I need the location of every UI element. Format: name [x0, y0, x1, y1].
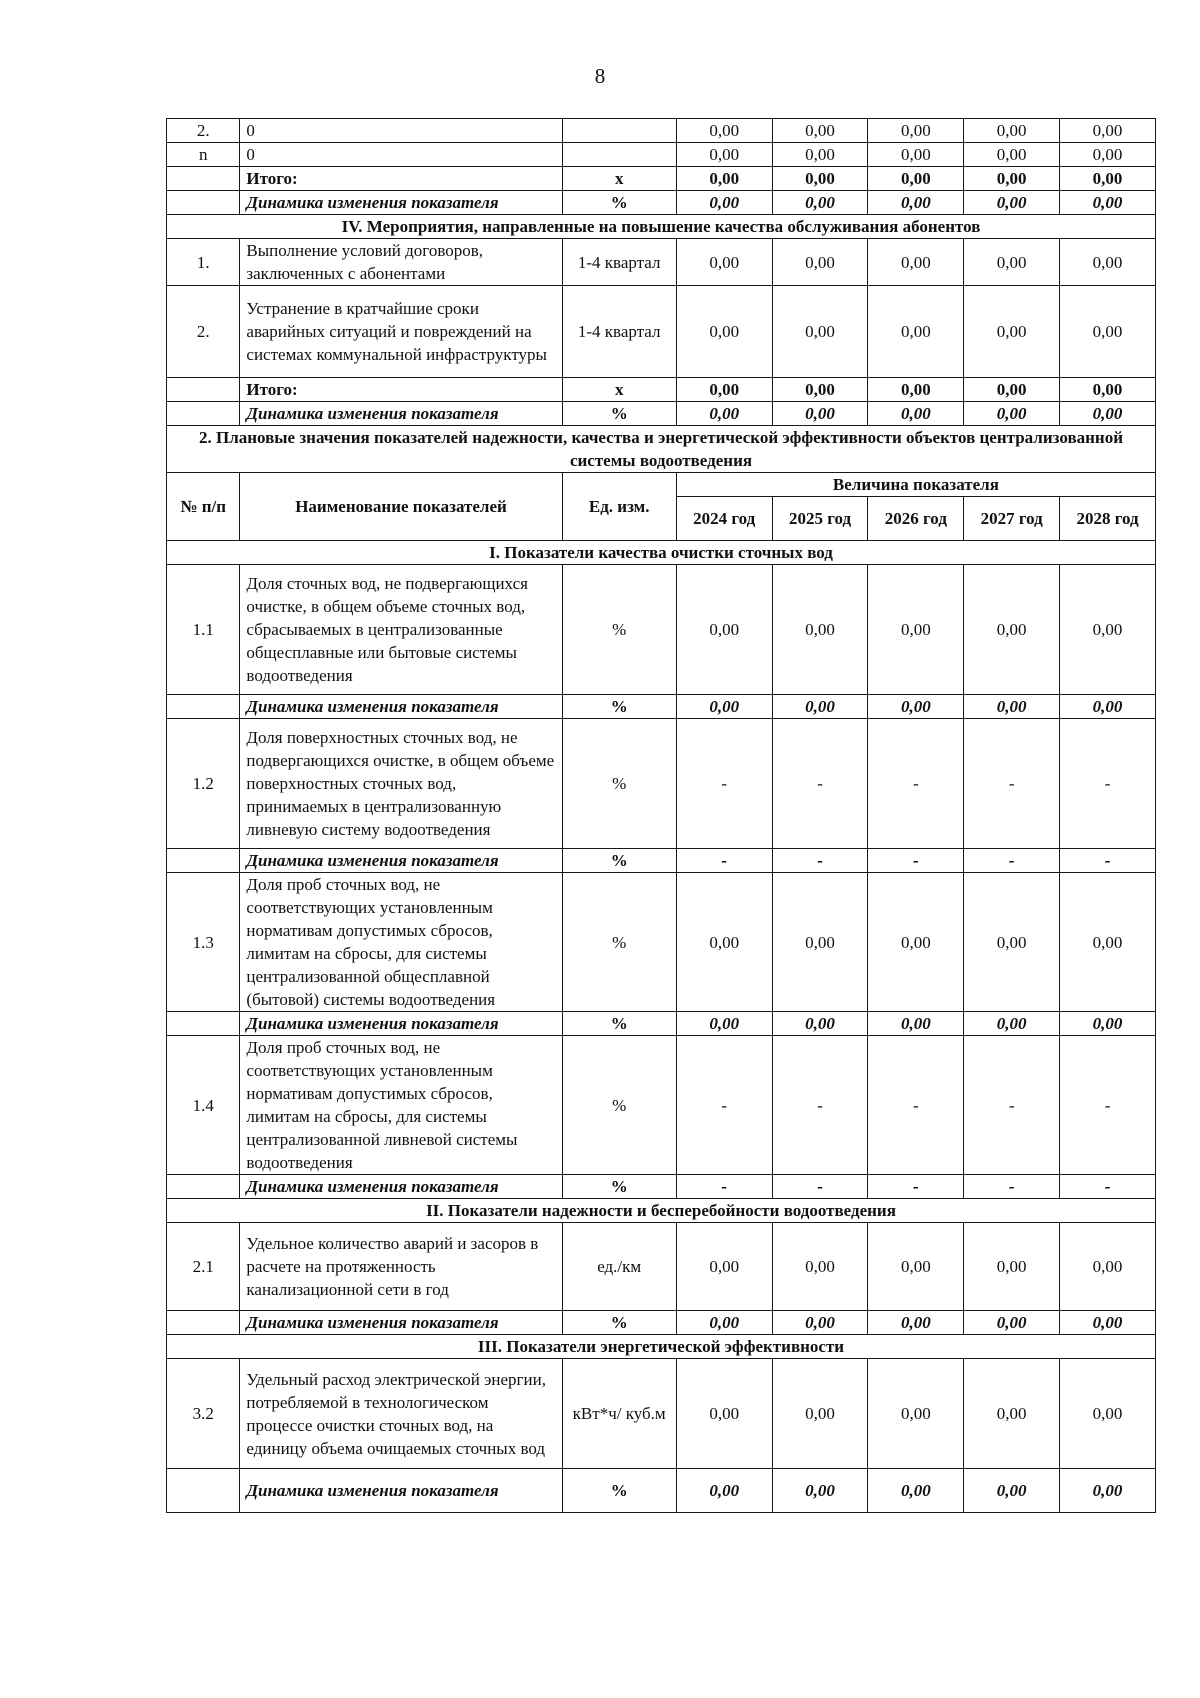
value-2025: 0,00 [772, 1359, 868, 1469]
value-2024: 0,00 [676, 873, 772, 1012]
value-2028: 0,00 [1060, 1359, 1156, 1469]
value-2028: 0,00 [1060, 239, 1156, 286]
row-number [167, 402, 240, 426]
header-value-group: Величина показателя [676, 473, 1155, 497]
value-2027: - [964, 1175, 1060, 1199]
table-row [167, 191, 1156, 215]
unit-cell [562, 119, 676, 143]
row-number [167, 378, 240, 402]
indicator-name: Удельный расход электрической энергии, потребляемой в технологическом процессе очистки сточных вод, на единицу объема очищаемых сточных вод [240, 1359, 562, 1469]
value-2026: 0,00 [868, 143, 964, 167]
table-row [167, 873, 1156, 1012]
value-2028: 0,00 [1060, 286, 1156, 378]
unit-cell: % [562, 402, 676, 426]
value-2028: - [1060, 719, 1156, 849]
value-2025: 0,00 [772, 286, 868, 378]
unit-cell: % [562, 873, 676, 1012]
row-number [167, 167, 240, 191]
value-2024: - [676, 719, 772, 849]
value-2028: 0,00 [1060, 695, 1156, 719]
value-2025: 0,00 [772, 873, 868, 1012]
dynamics-label: Динамика изменения показателя [240, 849, 562, 873]
table-row [167, 1012, 1156, 1036]
table-row [167, 378, 1156, 402]
value-2028: 0,00 [1060, 1012, 1156, 1036]
table-row [167, 286, 1156, 378]
table-row [167, 1036, 1156, 1175]
value-2028: 0,00 [1060, 565, 1156, 695]
value-2025: 0,00 [772, 191, 868, 215]
section-row [167, 541, 1156, 565]
table-row [167, 695, 1156, 719]
value-2026: 0,00 [868, 378, 964, 402]
table-row [167, 1311, 1156, 1335]
indicator-name: Доля поверхностных сточных вод, не подвергающихся очистке, в общем объеме поверхностных сточных вод, принимаемых в централизованную ливневую систему водоотведения [240, 719, 562, 849]
value-2025: 0,00 [772, 119, 868, 143]
value-2025: - [772, 1175, 868, 1199]
value-2027: 0,00 [964, 1012, 1060, 1036]
value-2026: 0,00 [868, 239, 964, 286]
value-2028: 0,00 [1060, 119, 1156, 143]
value-2028: 0,00 [1060, 1469, 1156, 1513]
value-2026: - [868, 1036, 964, 1175]
unit-cell: ед./км [562, 1223, 676, 1311]
row-number: 3.2 [167, 1359, 240, 1469]
value-2025: 0,00 [772, 143, 868, 167]
row-number [167, 849, 240, 873]
unit-cell: х [562, 378, 676, 402]
value-2025: 0,00 [772, 378, 868, 402]
unit-cell: 1-4 квартал [562, 286, 676, 378]
section-row [167, 215, 1156, 239]
table-row [167, 565, 1156, 695]
value-2024: 0,00 [676, 1012, 772, 1036]
value-2027: 0,00 [964, 191, 1060, 215]
value-2024: 0,00 [676, 143, 772, 167]
unit-cell: % [562, 1311, 676, 1335]
total-label: Итого: [240, 167, 562, 191]
value-2027: - [964, 849, 1060, 873]
row-number: 1.2 [167, 719, 240, 849]
value-2028: - [1060, 1036, 1156, 1175]
value-2024: 0,00 [676, 402, 772, 426]
value-2027: 0,00 [964, 167, 1060, 191]
value-2028: 0,00 [1060, 402, 1156, 426]
unit-cell: % [562, 849, 676, 873]
value-2026: 0,00 [868, 402, 964, 426]
value-2024: 0,00 [676, 1359, 772, 1469]
value-2028: 0,00 [1060, 191, 1156, 215]
indicator-name: Доля проб сточных вод, не соответствующих установленным нормативам допустимых сбросов, лимитам на сбросы, для системы централизованной ливневой системы водоотведения [240, 1036, 562, 1175]
value-2027: 0,00 [964, 1223, 1060, 1311]
value-2026: 0,00 [868, 565, 964, 695]
unit-cell: % [562, 1469, 676, 1513]
value-2024: 0,00 [676, 1223, 772, 1311]
value-2026: 0,00 [868, 695, 964, 719]
value-2026: 0,00 [868, 1223, 964, 1311]
value-2026: 0,00 [868, 167, 964, 191]
value-2025: 0,00 [772, 1012, 868, 1036]
value-2028: 0,00 [1060, 1223, 1156, 1311]
value-2027: - [964, 1036, 1060, 1175]
table-row [167, 143, 1156, 167]
row-number [167, 1012, 240, 1036]
value-2025: - [772, 1036, 868, 1175]
value-2025: 0,00 [772, 402, 868, 426]
value-2028: 0,00 [1060, 873, 1156, 1012]
row-number: 2.1 [167, 1223, 240, 1311]
value-2027: 0,00 [964, 1311, 1060, 1335]
value-2024: 0,00 [676, 378, 772, 402]
row-number: 1.4 [167, 1036, 240, 1175]
dynamics-label: Динамика изменения показателя [240, 1175, 562, 1199]
value-2026: 0,00 [868, 286, 964, 378]
row-number: 1. [167, 239, 240, 286]
indicator-name: 0 [240, 119, 562, 143]
row-number: 2. [167, 119, 240, 143]
value-2024: 0,00 [676, 1311, 772, 1335]
value-2026: 0,00 [868, 1012, 964, 1036]
section-row [167, 1199, 1156, 1223]
value-2025: - [772, 719, 868, 849]
indicator-name: Удельное количество аварий и засоров в расчете на протяженность канализационной сети в год [240, 1223, 562, 1311]
value-2026: - [868, 1175, 964, 1199]
value-2024: 0,00 [676, 565, 772, 695]
value-2024: 0,00 [676, 119, 772, 143]
value-2027: - [964, 719, 1060, 849]
unit-cell: % [562, 1175, 676, 1199]
row-number [167, 695, 240, 719]
header-year-2025: 2025 год [772, 497, 868, 541]
indicator-name: Доля сточных вод, не подвергающихся очистке, в общем объеме сточных вод, сбрасываемых в централизованные общесплавные или бытовые системы водоотведения [240, 565, 562, 695]
row-number: 1.3 [167, 873, 240, 1012]
dynamics-label: Динамика изменения показателя [240, 695, 562, 719]
page-number: 8 [594, 64, 606, 88]
unit-cell: кВт*ч/ куб.м [562, 1359, 676, 1469]
table-row [167, 1175, 1156, 1199]
value-2027: 0,00 [964, 1469, 1060, 1513]
part2-title-row [167, 426, 1156, 473]
section-row [167, 1335, 1156, 1359]
dynamics-label: Динамика изменения показателя [240, 1469, 562, 1513]
indicators-table [166, 118, 1156, 1513]
table-row [167, 239, 1156, 286]
value-2027: 0,00 [964, 565, 1060, 695]
value-2027: 0,00 [964, 239, 1060, 286]
table-row [167, 402, 1156, 426]
row-number: 1.1 [167, 565, 240, 695]
value-2024: - [676, 1175, 772, 1199]
value-2025: 0,00 [772, 167, 868, 191]
value-2027: 0,00 [964, 873, 1060, 1012]
header-year-2026: 2026 год [868, 497, 964, 541]
value-2025: 0,00 [772, 695, 868, 719]
value-2024: 0,00 [676, 239, 772, 286]
value-2024: - [676, 1036, 772, 1175]
row-number [167, 191, 240, 215]
dynamics-label: Динамика изменения показателя [240, 1012, 562, 1036]
value-2025: 0,00 [772, 1223, 868, 1311]
table-row [167, 1469, 1156, 1513]
unit-cell: х [562, 167, 676, 191]
value-2027: 0,00 [964, 143, 1060, 167]
row-number [167, 1175, 240, 1199]
value-2027: 0,00 [964, 695, 1060, 719]
value-2024: 0,00 [676, 167, 772, 191]
dynamics-label: Динамика изменения показателя [240, 1311, 562, 1335]
indicator-name: Выполнение условий договоров, заключенных с абонентами [240, 239, 562, 286]
section-ii-title: II. Показатели надежности и бесперебойности водоотведения [167, 1199, 1156, 1223]
value-2026: 0,00 [868, 191, 964, 215]
value-2027: 0,00 [964, 1359, 1060, 1469]
unit-cell: % [562, 1036, 676, 1175]
value-2025: 0,00 [772, 1469, 868, 1513]
unit-cell: 1-4 квартал [562, 239, 676, 286]
unit-cell: % [562, 695, 676, 719]
row-number: n [167, 143, 240, 167]
unit-cell [562, 143, 676, 167]
section-iv-title: IV. Мероприятия, направленные на повышение качества обслуживания абонентов [167, 215, 1156, 239]
table-row [167, 119, 1156, 143]
value-2025: 0,00 [772, 565, 868, 695]
value-2028: 0,00 [1060, 378, 1156, 402]
value-2025: 0,00 [772, 239, 868, 286]
section-i-title: I. Показатели качества очистки сточных вод [167, 541, 1156, 565]
dynamics-label: Динамика изменения показателя [240, 402, 562, 426]
header-unit: Ед. изм. [562, 473, 676, 541]
table-row [167, 849, 1156, 873]
value-2024: 0,00 [676, 191, 772, 215]
row-number [167, 1311, 240, 1335]
unit-cell: % [562, 565, 676, 695]
row-number [167, 1469, 240, 1513]
indicator-name: Доля проб сточных вод, не соответствующих установленным нормативам допустимых сбросов, лимитам на сбросы, для системы централизованной общесплавной (бытовой) системы водоотведения [240, 873, 562, 1012]
part2-title: 2. Плановые значения показателей надежности, качества и энергетической эффективности объектов централизованной системы водоотведения [167, 426, 1156, 473]
value-2025: 0,00 [772, 1311, 868, 1335]
header-number: № п/п [167, 473, 240, 541]
unit-cell: % [562, 1012, 676, 1036]
row-number: 2. [167, 286, 240, 378]
value-2026: 0,00 [868, 1359, 964, 1469]
unit-cell: % [562, 719, 676, 849]
value-2028: - [1060, 849, 1156, 873]
header-year-2027: 2027 год [964, 497, 1060, 541]
header-row [167, 473, 1156, 497]
section-iii-title: III. Показатели энергетической эффективности [167, 1335, 1156, 1359]
header-year-2028: 2028 год [1060, 497, 1156, 541]
table-row [167, 719, 1156, 849]
value-2028: 0,00 [1060, 1311, 1156, 1335]
value-2026: - [868, 719, 964, 849]
table-row [167, 1223, 1156, 1311]
value-2024: 0,00 [676, 695, 772, 719]
value-2028: - [1060, 1175, 1156, 1199]
total-label: Итого: [240, 378, 562, 402]
indicator-name: 0 [240, 143, 562, 167]
header-year-2024: 2024 год [676, 497, 772, 541]
value-2026: 0,00 [868, 873, 964, 1012]
value-2027: 0,00 [964, 378, 1060, 402]
table-row [167, 167, 1156, 191]
value-2026: 0,00 [868, 119, 964, 143]
value-2028: 0,00 [1060, 143, 1156, 167]
value-2026: 0,00 [868, 1469, 964, 1513]
value-2028: 0,00 [1060, 167, 1156, 191]
dynamics-label: Динамика изменения показателя [240, 191, 562, 215]
value-2024: - [676, 849, 772, 873]
table-row [167, 1359, 1156, 1469]
value-2025: - [772, 849, 868, 873]
indicator-name: Устранение в кратчайшие сроки аварийных ситуаций и повреждений на системах коммунальной инфраструктуры [240, 286, 562, 378]
value-2027: 0,00 [964, 119, 1060, 143]
value-2026: 0,00 [868, 1311, 964, 1335]
value-2027: 0,00 [964, 402, 1060, 426]
value-2027: 0,00 [964, 286, 1060, 378]
value-2024: 0,00 [676, 286, 772, 378]
value-2026: - [868, 849, 964, 873]
value-2024: 0,00 [676, 1469, 772, 1513]
unit-cell: % [562, 191, 676, 215]
header-name: Наименование показателей [240, 473, 562, 541]
